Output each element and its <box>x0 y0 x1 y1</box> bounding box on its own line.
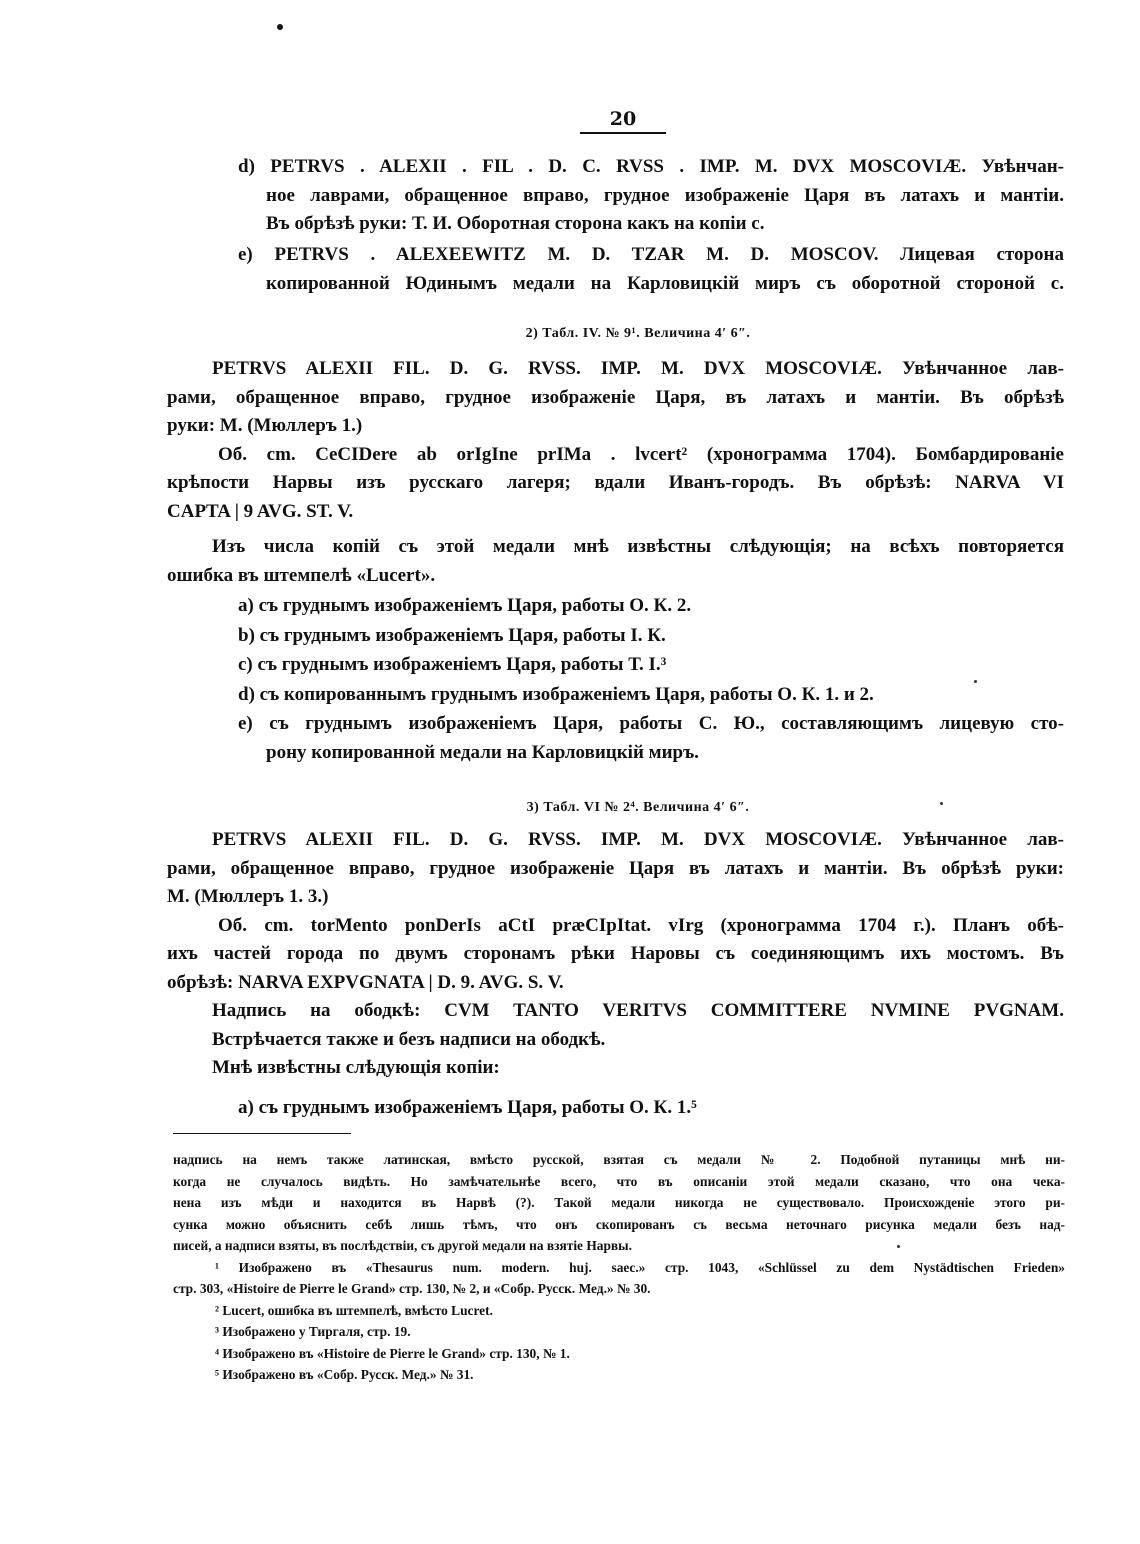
text-line: М. (Мюллеръ 1. 3.) <box>167 886 329 907</box>
footnote-line: надпись на немъ также латинская, вмѣсто русской, взятая съ медали № 2. Подобной путаницы мнѣ ни- <box>173 1152 1065 1167</box>
text-line: крѣпости Нарвы изъ русскаго лагеря; вдали Иванъ-городъ. Въ обрѣзѣ: NARVA VI <box>167 472 1064 493</box>
text-line: Надпись на ободкѣ: CVM TANTO VERITVS COMMITTERE NVMINE PVGNAM. <box>212 1000 1064 1021</box>
list-item: c) съ груднымъ изображеніемъ Царя, работы Т. І.³ <box>238 654 667 675</box>
copy-e-block <box>238 241 1064 298</box>
footnote-line: когда не случалось видѣть. Но замѣчательнѣе всего, что въ описаніи этой медали сказано, что она чека- <box>173 1173 1065 1189</box>
list-item: e) съ груднымъ изображеніемъ Царя, работы С. Ю., составляющимъ лицевую сто- <box>238 713 1064 734</box>
section-2-copies-list <box>238 592 1064 767</box>
footnote-line: сунка можно объяснить себѣ лишь тѣмъ, что онъ скопированъ съ весьма неточнаго рисунка медали безъ над- <box>173 1216 1065 1232</box>
footnote-4: ⁴ Изображено въ «Histoire de Pierre le Grand» стр. 130, № 1. <box>215 1345 570 1361</box>
text-line: Изъ числа копій съ этой медали мнѣ извѣстны слѣдующія; на всѣхъ повторяется <box>212 536 1064 557</box>
text-line: рами, обращенное вправо, грудное изображеніе Царя, въ латахъ и мантіи. Въ обрѣзѣ <box>167 386 1064 408</box>
text-line: ошибка въ штемпелѣ «Lucert». <box>167 564 436 586</box>
text-line: Об. cm. CeCIDere ab orIgIne prIMa . lvcert² (хронограмма 1704). Бомбардированіе <box>218 443 1064 465</box>
text-line: ное лаврами, обращенное вправо, грудное изображеніе Царя въ латахъ и мантіи. <box>266 184 1064 206</box>
footnote-line: нена изъ мѣди и находится въ Нарвѣ (?). Такой медали никогда не существовало. Происхожденіе этого ри- <box>173 1195 1065 1210</box>
list-item: b) съ груднымъ изображеніемъ Царя, работы І. К. <box>238 624 666 646</box>
text-line: Об. cm. torMento ponDerIs aCtI præCIpItat. vIrg (хронограмма 1704 г.). Планъ обѣ- <box>218 914 1064 936</box>
section-3-copies-list <box>238 1094 1064 1123</box>
ink-dot <box>277 24 283 30</box>
text-line: Въ обрѣзѣ руки: Т. И. Оборотная сторона какъ на копіи c. <box>266 213 765 234</box>
text-line: копированной Юдинымъ медали на Карловицкій миръ съ оборотной стороной c. <box>266 272 1064 294</box>
footnote-1: ¹ Изображено въ «Thesaurus num. modern. huj. saec.» стр. 1043, «Schlüssel zu dem Nystädtischen Frieden» <box>215 1259 1065 1275</box>
text-line: Встрѣчается также и безъ надписи на ободкѣ. <box>212 1028 606 1050</box>
text-line: Мнѣ извѣстны слѣдующія копіи: <box>212 1057 500 1078</box>
text-line: руки: М. (Мюллеръ 1.) <box>167 415 363 436</box>
copy-d-block <box>238 153 1064 239</box>
text-line: ихъ частей города по двумъ сторонамъ рѣки Наровы съ соединяющимъ ихъ мостомъ. Въ <box>167 943 1064 964</box>
text-line: PETRVS ALEXII FIL. D. G. RVSS. IMP. M. DVX MOSCOVIÆ. Увѣнчанное лав- <box>212 358 1064 379</box>
page-number-underline <box>580 132 666 134</box>
footnotes <box>173 1149 1065 1386</box>
footnote-3: ³ Изображено у Тиргаля, стр. 19. <box>215 1324 411 1339</box>
list-item: рону копированной медали на Карловицкій миръ. <box>266 741 699 763</box>
text-line: обрѣзѣ: NARVA EXPVGNATA | D. 9. AVG. S. V. <box>167 971 564 993</box>
page-number: 20 <box>609 108 637 130</box>
footnote-line: писей, а надписи взяты, въ послѣдствіи, съ другой медали на взятіе Нарвы. <box>173 1238 632 1253</box>
text-line: рами, обращенное вправо, грудное изображеніе Царя въ латахъ и мантіи. Въ обрѣзѣ руки: <box>167 857 1064 879</box>
text-line: PETRVS ALEXII FIL. D. G. RVSS. IMP. M. DVX MOSCOVIÆ. Увѣнчанное лав- <box>212 829 1064 850</box>
text-line: e) PETRVS . ALEXEEWITZ M. D. TZAR M. D. MOSCOV. Лицевая сторона <box>238 244 1064 265</box>
text-line: d) PETRVS . ALEXII . FIL . D. C. RVSS . IMP. M. DVX MOSCOVIÆ. Увѣнчан- <box>238 156 1064 177</box>
footnote-2: ² Lucert, ошибка въ штемпелѣ, вмѣсто Lucret. <box>215 1302 493 1318</box>
list-item: d) съ копированнымъ груднымъ изображеніемъ Царя, работы О. К. 1. и 2. <box>238 683 874 705</box>
list-item: a) съ груднымъ изображеніемъ Царя, работы О. К. 1.⁵ <box>238 1097 697 1118</box>
list-item: a) съ груднымъ изображеніемъ Царя, работы О. К. 2. <box>238 595 692 616</box>
section-2-description <box>167 355 1064 590</box>
text-line: CAPTA | 9 AVG. ST. V. <box>167 500 354 522</box>
footnote-line: стр. 303, «Histoire de Pierre le Grand» стр. 130, № 2, и «Собр. Русск. Мед.» № 30. <box>173 1281 651 1296</box>
footnote-5: ⁵ Изображено въ «Собр. Русск. Мед.» № 31. <box>215 1367 474 1382</box>
section-heading-3: 3) Табл. VI № 2⁴. Величина 4′ 6″. <box>526 800 750 815</box>
section-3-description <box>167 826 1064 1083</box>
section-heading-2: 2) Табл. IV. № 9¹. Величина 4′ 6″. <box>525 326 751 341</box>
footnote-separator <box>173 1133 351 1134</box>
